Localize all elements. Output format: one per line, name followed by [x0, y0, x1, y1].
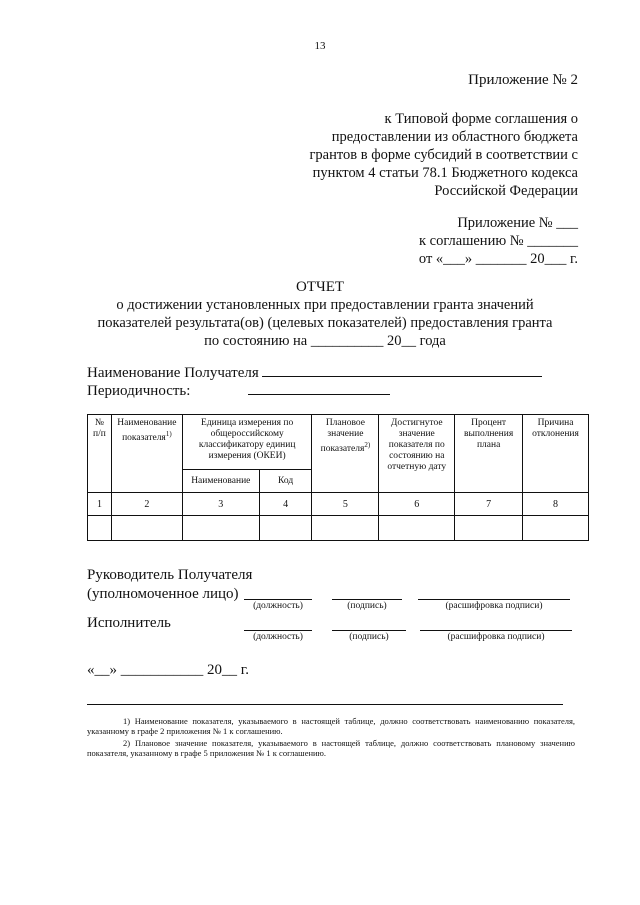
- footnote-1: 1) Наименование показателя, указываемого в настоящей таблице, должно соответствовать наименованию показателя, указанному в графе 2 приложения № 1 к соглашению.: [87, 716, 575, 736]
- appendix-desc-line: пунктом 4 статьи 78.1 Бюджетного кодекса: [312, 165, 578, 181]
- report-subtitle: [60, 296, 590, 350]
- table-cell[interactable]: [523, 516, 589, 541]
- column-number: 6: [379, 493, 455, 516]
- agreement-line: от «___» _______ 20___ г.: [418, 251, 578, 267]
- header-num: № п/п: [88, 415, 112, 493]
- table-cell[interactable]: [455, 516, 523, 541]
- agreement-line: к соглашению № _______: [418, 233, 578, 249]
- recipient-block: [87, 364, 542, 400]
- appendix-desc-line: к Типовой форме соглашения о: [384, 111, 578, 127]
- appendix-desc-line: грантов в форме субсидий в соответствии с: [309, 147, 578, 163]
- header-name: Наименование показателя$^{1)}$: [111, 415, 182, 493]
- table-cell[interactable]: [182, 516, 259, 541]
- report-subtitle-line: по состоянию на __________ 20__ года: [204, 333, 446, 349]
- footnote-2: 2) Плановое значение показателя, указываемого в настоящей таблице, должно соответствовать плановому значению показателя, указанному в графе 5 приложения № 1 к соглашению.: [87, 738, 575, 758]
- table-cell[interactable]: [379, 516, 455, 541]
- executor-label: Исполнитель: [87, 615, 171, 631]
- column-number: 2: [111, 493, 182, 516]
- periodicity-label: Периодичность:: [87, 383, 191, 399]
- report-title: ОТЧЕТ: [295, 279, 345, 295]
- executor-position-caption: (должность): [253, 632, 303, 642]
- head-label-line2: (уполномоченное лицо): [87, 586, 239, 602]
- periodicity-field[interactable]: [248, 394, 390, 395]
- appendix-description: [258, 110, 578, 200]
- head-signature-line[interactable]: [332, 599, 402, 600]
- executor-decoding-line[interactable]: [420, 630, 572, 631]
- column-number: 5: [312, 493, 379, 516]
- page-number: 13: [314, 40, 326, 52]
- table-cell[interactable]: [259, 516, 312, 541]
- column-number: 4: [259, 493, 312, 516]
- head-label-line1: Руководитель Получателя: [87, 567, 253, 583]
- table-column-numbers-row: [88, 493, 589, 516]
- agreement-reference: [419, 214, 578, 268]
- signature-date[interactable]: «__» ___________ 20__ г.: [87, 662, 249, 678]
- table-cell[interactable]: [111, 516, 182, 541]
- executor-position-line[interactable]: [244, 630, 312, 631]
- column-number: 1: [88, 493, 112, 516]
- header-achieved: Достигнутое значение показателя по состоянию на отчетную дату: [379, 415, 455, 493]
- report-table: [87, 414, 589, 541]
- header-unit-code: Код: [259, 470, 312, 493]
- report-subtitle-line: о достижении установленных при предоставлении гранта значений: [116, 297, 534, 313]
- table-row[interactable]: [88, 516, 589, 541]
- appendix-desc-line: предоставлении из областного бюджета: [331, 129, 578, 145]
- recipient-name-label: Наименование Получателя: [87, 365, 259, 381]
- head-signature-caption: (подпись): [347, 601, 387, 611]
- appendix-desc-line: Российской Федерации: [434, 183, 578, 199]
- head-position-caption: (должность): [253, 601, 303, 611]
- header-percent: Процент выполнения плана: [455, 415, 523, 493]
- header-unit: Единица измерения по общероссийскому классификатору единиц измерения (ОКЕИ): [182, 415, 312, 470]
- header-reason: Причина отклонения: [523, 415, 589, 493]
- table-header-row: [88, 415, 589, 470]
- recipient-name-field[interactable]: [262, 376, 542, 377]
- head-decoding-line[interactable]: [418, 599, 570, 600]
- head-position-line[interactable]: [244, 599, 312, 600]
- column-number: 7: [455, 493, 523, 516]
- report-subtitle-line: показателей результата(ов) (целевых показателей) предоставления гранта: [97, 315, 553, 331]
- executor-signature-caption: (подпись): [349, 632, 389, 642]
- appendix-title: Приложение № 2: [468, 72, 578, 88]
- head-decoding-caption: (расшифровка подписи): [445, 601, 543, 611]
- column-number: 8: [523, 493, 589, 516]
- executor-signature-line[interactable]: [332, 630, 406, 631]
- column-number: 3: [182, 493, 259, 516]
- executor-decoding-caption: (расшифровка подписи): [447, 632, 545, 642]
- header-unit-name: Наименование: [182, 470, 259, 493]
- agreement-line: Приложение № ___: [457, 215, 578, 231]
- footnote-divider: [87, 704, 563, 705]
- header-plan: Плановое значение показателя$^{2)}$: [312, 415, 379, 493]
- table-cell[interactable]: [88, 516, 112, 541]
- table-cell[interactable]: [312, 516, 379, 541]
